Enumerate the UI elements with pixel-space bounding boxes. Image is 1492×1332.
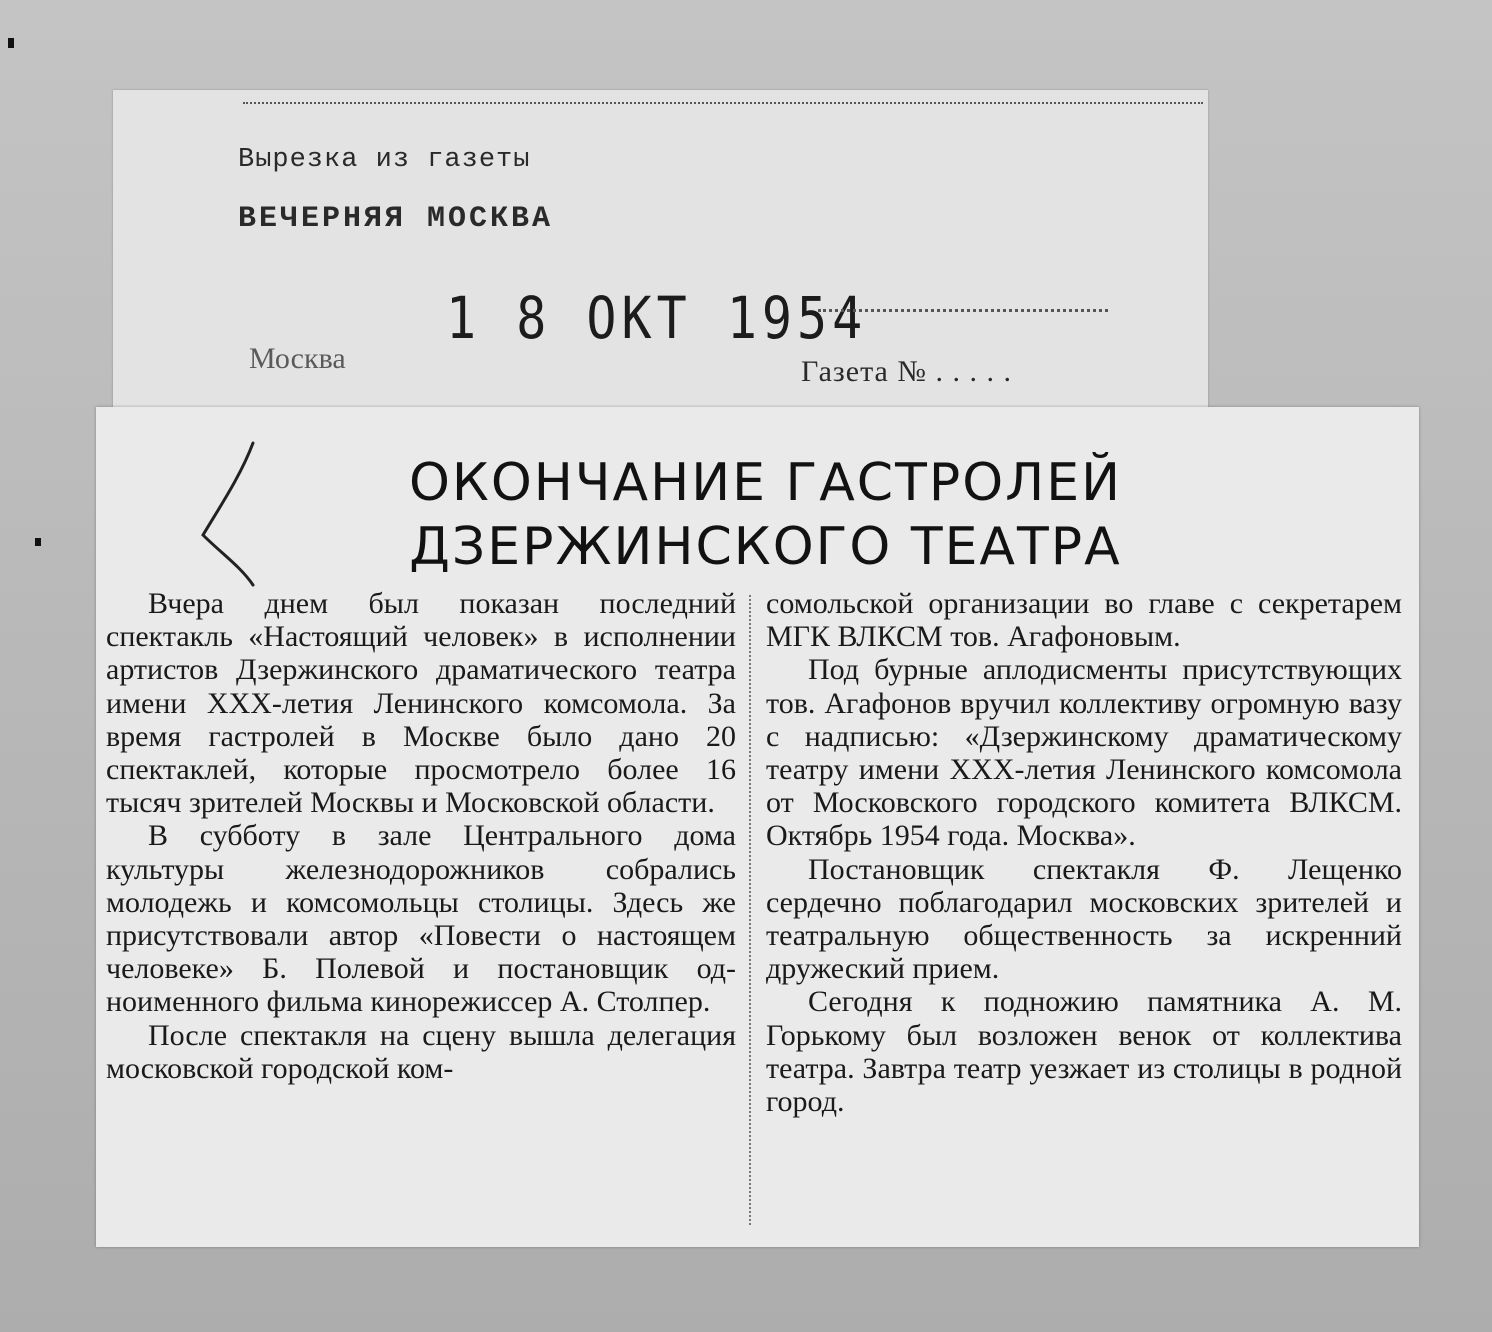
article-column-left (106, 587, 736, 1085)
article-paragraph-continued: сомольской организации во главе с секретарем МГК ВЛКСМ тов. Агафоновым. (766, 587, 1402, 654)
newspaper-name: ВЕЧЕРНЯЯ МОСКВА (238, 202, 554, 236)
newspaper-clipping (96, 407, 1419, 1247)
slip-label: Вырезка из газеты (238, 145, 531, 175)
article-column-right (766, 587, 1402, 1118)
article-paragraph: Постановщик спектакля Ф. Лещенко сердечно поблагодарил московских зрителей и театральную общественность за искренний дружеский прием. (766, 852, 1402, 986)
date-dotted-line (818, 285, 1108, 312)
edge-speck (8, 38, 14, 48)
article-paragraph: Под бурные аплодисменты присутствующих тов. Агафонов вручил коллективу огромную вазу с надписью: «Дзержинскому драматическому театру имени XXX-летия Ленинского комсомола от Московского городского комитета ВЛКСМ. Октябрь 1954 года. Москва». (766, 653, 1402, 853)
newspaper-number-label: Газета № . . . . . (801, 355, 1012, 388)
article-headline-line-1: ОКОНЧАНИЕ ГАСТРОЛЕЙ (409, 453, 1122, 513)
city-label: Москва (249, 342, 346, 375)
article-paragraph: После спектакля на сцену вышла делегация московской городской ком- (106, 1018, 736, 1085)
edge-speck (35, 538, 41, 546)
article-paragraph: В субботу в зале Центрального дома культуры железнодорожников собрались молодежь и комсомольцы столицы. Здесь же присутствовали автор «Повести о настоящем человеке» Б. Полевой и постановщик одноименного фильма кинорежиссер А. Столпер. (106, 819, 736, 1019)
article-headline-line-2: ДЗЕРЖИНСКОГО ТЕАТРА (409, 517, 1122, 577)
article-paragraph: Сегодня к подножию памятника А. М. Горькому был возложен венок от коллектива театра. Завтра театр уезжает из столицы в родной город. (766, 985, 1402, 1119)
clipping-service-slip (113, 90, 1208, 410)
article-paragraph: Вчера днем был показан последний спектакль «Настоящий человек» в исполнении артистов Дзержинского драматического театра имени XXX-летия Ленинского комсомола. За время гастролей в Москве было дано 20 спектаклей, которые просмотрело более 16 тысяч зрителей Москвы и Московской области. (106, 587, 736, 820)
date-stamp: 1 8 ОКТ 1954 (446, 285, 868, 352)
slip-top-rule (243, 102, 1203, 104)
column-divider (749, 595, 751, 1225)
